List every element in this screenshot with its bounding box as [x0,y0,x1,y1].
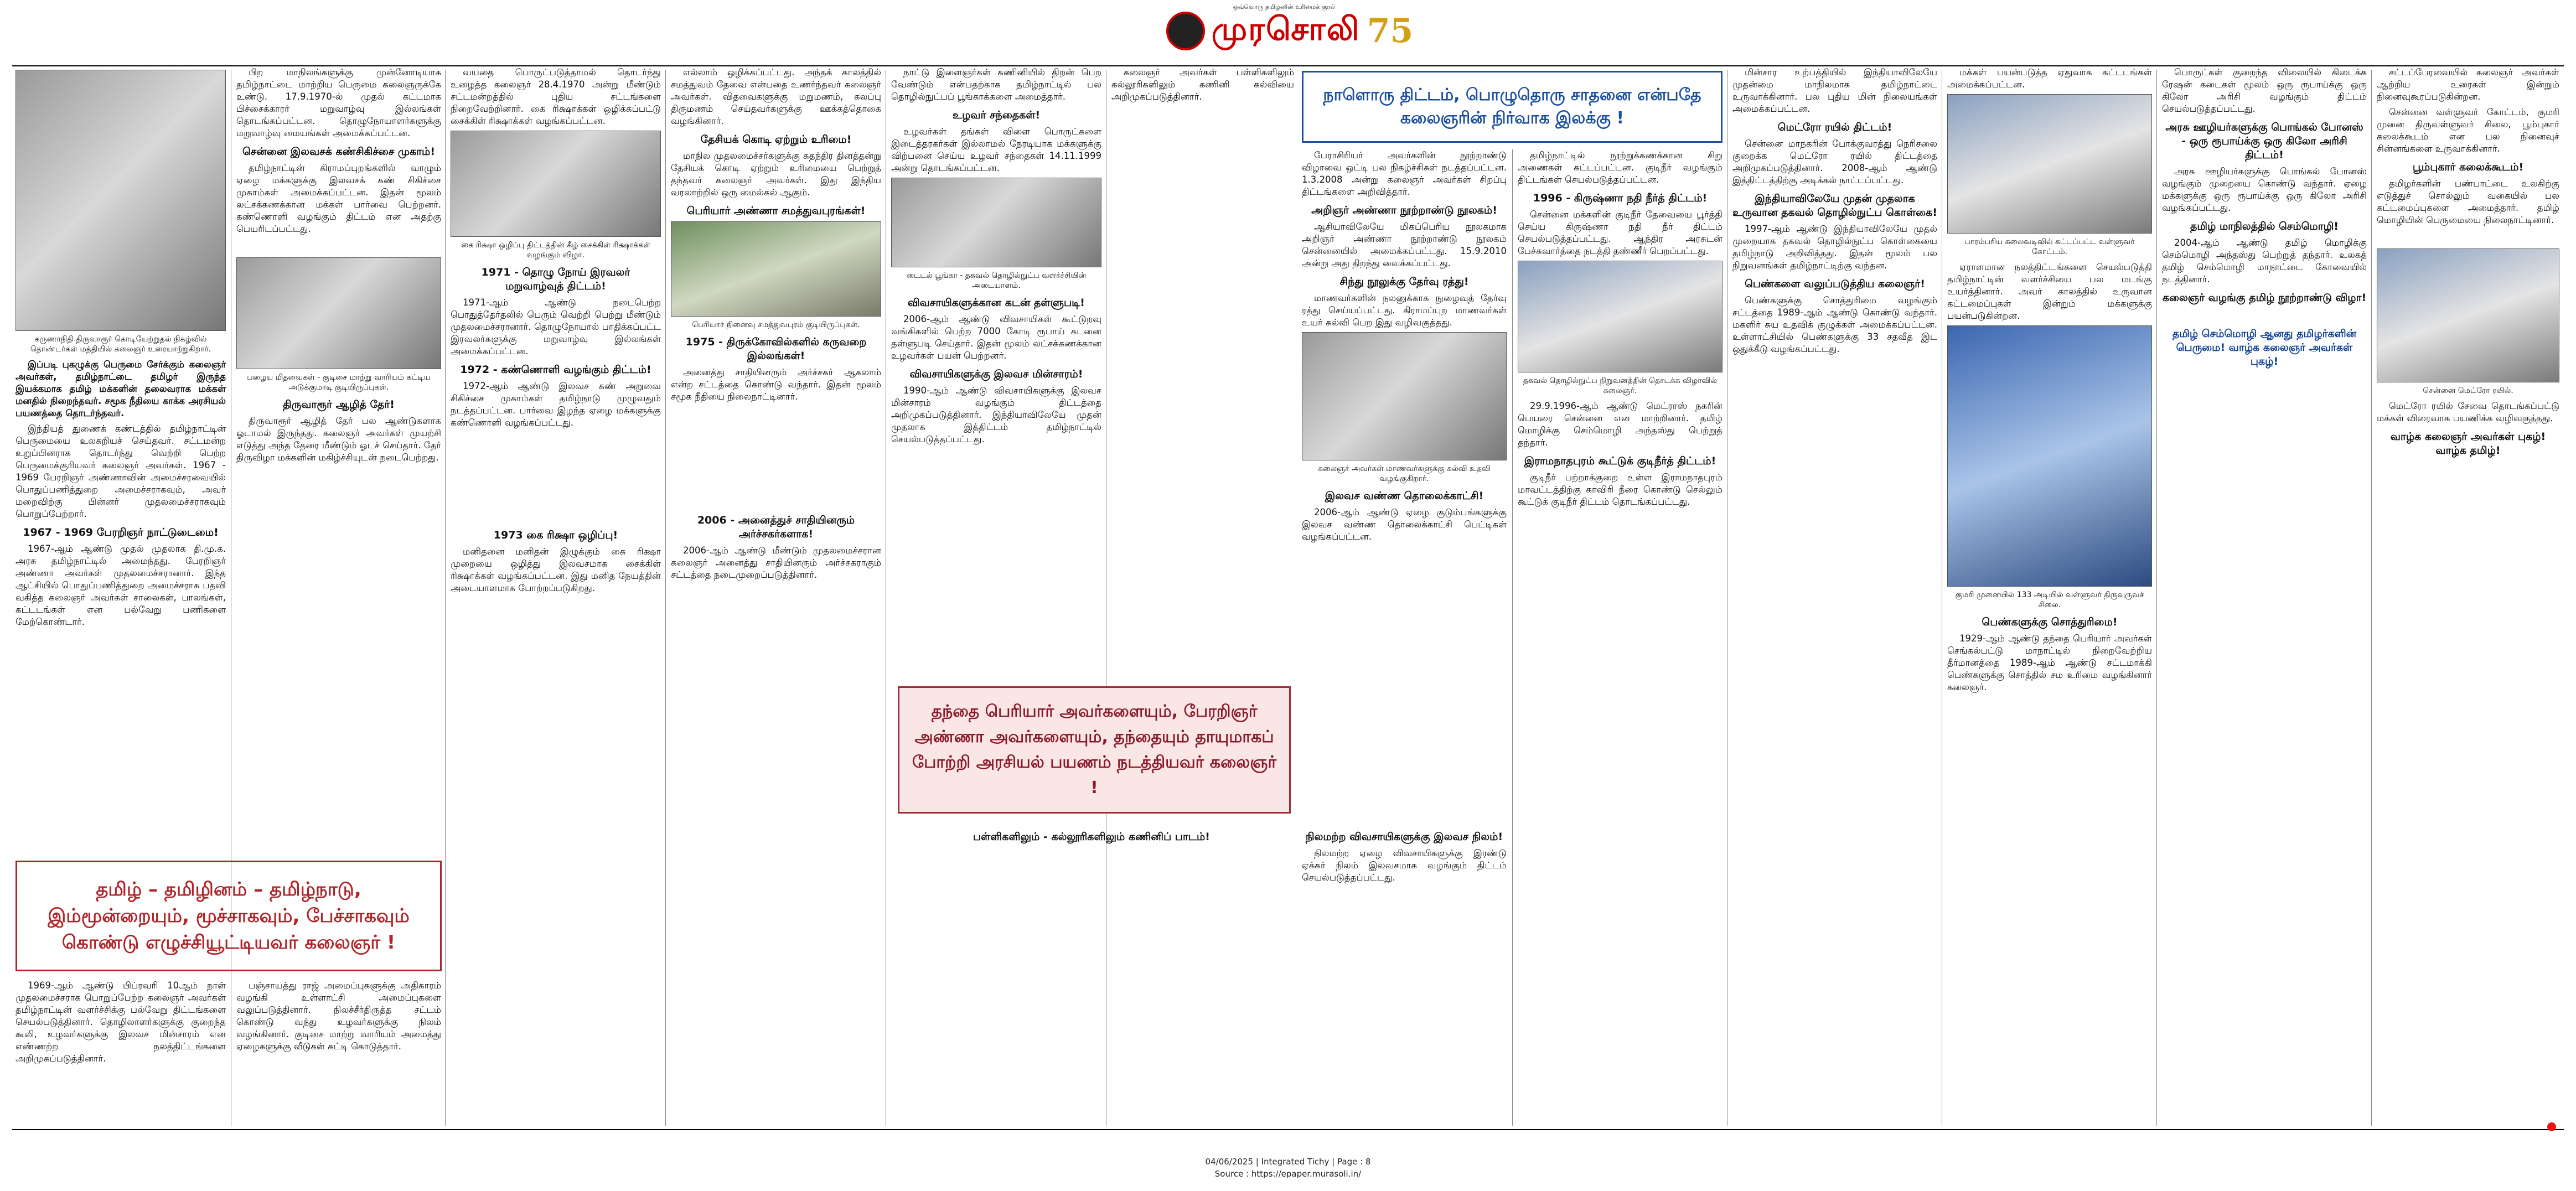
paragraph: 29.9.1996-ஆம் ஆண்டு மெட்ராஸ் நகரின் பெயரை சென்னை என மாற்றினார். தமிழ் மொழிக்கு செம்மொழி அந்தஸ்து பெற்றுத் தந்தார். [1518,401,1722,448]
quote-text: தந்தை பெரியார் அவர்களையும், பேரறிஞர் அண்ணா அவர்களையும், தந்தையும் தாயுமாகப் போற்றி அரசியல் பயணம் நடத்தியவர் கலைஞர் ! [912,702,1277,798]
paragraph: 1997-ஆம் ஆண்டு இந்தியாவிலேயே முதல் முறையாக தகவல் தொழில்நுட்ப கொள்கையை தமிழ்நாடு அறிவித்தது. இதன் மூலம் பல நிறுவனங்கள் தமிழ்நாட்டிற்கு வந்தன. [1732,224,1937,271]
column-3 [451,66,661,1129]
subheading: விவசாயிகளுக்கான கடன் தள்ளுபடி! [908,297,1085,309]
paragraph: 2004-ஆம் ஆண்டு தமிழ் மொழிக்கு செம்மொழி அந்தஸ்து பெற்றுத் தந்தார். உலகத் தமிழ் செம்மொழி மாநாட்டை கோவையில் நடத்தினார். [2162,237,2367,284]
photo-caption: சென்னை மெட்ரோ ரயில். [2423,386,2513,395]
photo-caption: கருணாநிதி திருவாரூர் கொடியேற்றுதல் நிகழ்வில் தொண்டர்கள் மத்தியில் கலைஞர் உரையாற்றுகிறார். [30,335,211,354]
column-rule [665,70,666,1126]
masthead-title: முரசொலி [1211,10,1361,48]
subheading: 1973 கை ரிக்ஷா ஒழிப்பு! [493,529,618,541]
subheading: சிந்து நூலுக்கு தேர்வு ரத்து! [1339,276,1469,288]
paragraph: சட்டப்பேரவையில் கலைஞர் அவர்கள் ஆற்றிய உரைகள் இன்றும் நினைவுகூரப்படுகின்றன. [2377,67,2559,102]
paragraph: 1969-ஆம் ஆண்டு பிப்ரவரி 10ஆம் நாள் முதலமைச்சராக பொறுப்பேற்ற கலைஞர் அவர்கள் தமிழ்நாட்டின் வளர்ச்சிக்கு பல்வேறு திட்டங்களை செயல்படுத்தினார். தொழிலாளர்களுக்கு குறைந்த கூலி, உழவர்களுக்கு இலவச மின்சாரம் என எண்ணற்ற நலத்திட்டங்களை அறிமுகப்படுத்தினார். [15,980,226,1064]
quote-text: தமிழ் – தமிழினம் – தமிழ்நாடு, இம்மூன்றையும், மூச்சாகவும், பேச்சாகவும் கொண்டு எழுச்சியூட்டியவர் கலைஞர் ! [48,878,410,954]
subheading: சென்னை இலவசக் கண்சிகிச்சை முகாம்! [242,146,436,158]
subheading: விவசாயிகளுக்கு இலவச மின்சாரம்! [909,368,1083,380]
subheading: மெட்ரோ ரயில் திட்டம்! [1777,121,1892,133]
paragraph: தமிழ்நாட்டில் நூற்றுக்கணக்கான சிறு அணைகள் கட்டப்பட்டன. குடிநீர் வழங்கும் திட்டங்கள் செயல்படுத்தப்பட்டன. [1518,150,1722,185]
paragraph: தமிழ்நாட்டின் கிராமப்புறங்களில் வாழும் ஏழை மக்களுக்கு இலவசக் கண் சிகிச்சை முகாம்கள் அமைக்கப்பட்டன. இதன் மூலம் லட்சக்கணக்கான மக்கள் பார்வை பெற்றனர். கண்ணொளி வழங்கும் திட்டம் என அதற்கு பெயரிடப்பட்டது. [236,163,441,234]
subheading: 2006 - அனைத்துச் சாதியினரும் அர்ச்சகர்களாக! [697,514,855,540]
subheading: பூம்புகார் கலைக்கூடம்! [2412,161,2524,173]
subheading: அரசு ஊழியர்களுக்கு பொங்கல் போனஸ் - ஒரு ரூபாய்க்கு ஒரு கிலோ அரிசி திட்டம்! [2165,121,2363,161]
closing-quote: தமிழ் செம்மொழி ஆனது தமிழர்களின் பெருமை! வாழ்க கலைஞர் அவர்கள் புகழ்! [2172,328,2357,367]
column-11 [2377,66,2559,1129]
paragraph: மாணவர்களின் நலனுக்காக நுழைவுத் தேர்வு ரத்து செய்யப்பட்டது. கிராமப்புற மாணவர்கள் உயர் கல்வி பெற இது வழிவகுத்தது. [1302,293,1507,328]
lead-paragraph: இப்படி புகழுக்கு பெருமை சேர்க்கும் கலைஞர் அவர்கள், தமிழ்நாட்டை தமிழர் இருந்த இயக்கமாக தமிழ் மக்களின் தலைவராக மக்கள் மனதில் நிறைந்தவர். சமூக நீதியை காக்க அரசியல் பயணத்தை தொடர்ந்தவர். [15,359,226,418]
closing-line: வாழ்க கலைஞர் அவர்கள் புகழ்! வாழ்க தமிழ்! [2390,431,2546,457]
subheading: 1967 - 1969 பேரறிஞர் நாட்டுடைமை! [23,526,219,538]
page-marker-icon [2547,1122,2556,1131]
photo-caption: குமரி முனையில் 133 அடியில் வள்ளுவர் திருவுருவச் சிலை. [1955,591,2144,609]
subheading: இலவச வண்ண தொலைக்காட்சி! [1325,490,1484,502]
subheading: 1975 - திருக்கோவில்களில் கருவறை இல்லங்கள்! [685,336,867,362]
column-rule [445,70,446,1126]
paragraph: பஞ்சாயத்து ராஜ் அமைப்புகளுக்கு அதிகாரம் வழங்கி உள்ளாட்சி அமைப்புகளை வலுப்படுத்தினார். நிலச்சீர்திருத்த சட்டம் கொண்டு வந்து உழவர்களுக்கு நிலம் வழங்கினார். குடிசை மாற்று வாரியம் அமைத்து ஏழைகளுக்கு வீடுகள் கட்டி கொடுத்தார். [236,980,441,1052]
column-rule [2156,70,2157,1126]
paragraph: குடிநீர் பற்றாக்குறை உள்ள இராமநாதபுரம் மாவட்டத்திற்கு காவிரி நீரை கொண்டு செல்லும் கூட்டுக் குடிநீர் திட்டம் தொடங்கப்பட்டது. [1518,472,1722,507]
paragraph: உழவர்கள் தங்கள் விளை பொருட்களை இடைத்தரகர்கள் இல்லாமல் நேரடியாக மக்களுக்கு விற்பனை செய்ய உழவர் சந்தைகள் 14.11.1999 அன்று தொடங்கப்பட்டன. [891,126,1101,173]
photo-flag-hoisting [15,70,226,331]
photo-caption: பழைய மிதவைகள் - குடிசை மாற்று வாரியம் கட்டிய அடுக்குமாடி குடியிருப்புகள். [247,373,431,392]
paragraph: திருவாரூர் ஆழித் தேர் பல ஆண்டுகளாக ஓடாமல் இருந்தது. கலைஞர் அவர்கள் முயற்சி எடுத்து அந்த தேரை மீண்டும் ஓடச் செய்தார். தேர் திருவிழா மக்களின் மகிழ்ச்சியுடன் நடைபெற்றது. [236,416,441,463]
subheading: இந்தியாவிலேயே முதன் முதலாக உருவான தகவல் தொழில்நுட்ப கொள்கை! [1732,193,1937,219]
paragraph: மக்கள் பயன்படுத்த ஏதுவாக கட்டடங்கள் அமைக்கப்பட்டன. [1947,67,2152,90]
anniversary-badge: 75 [1367,12,1414,50]
paragraph: இந்தியத் துணைக் கண்டத்தில் தமிழ்நாட்டின் பெருமையை உலகறியச் செய்தவர். சட்டமன்ற உறுப்பினராக தொடர்ந்து வெற்றி பெற்ற பெருமைக்குரியவர் கலைஞர் அவர்கள். 1967 - 1969 பேரறிஞர் அண்ணாவின் அமைச்சரவையில் பொதுப்பணித்துறை அமைச்சராகவும், அவர் மறைவிற்கு பின்னர் முதலமைச்சராகவும் பொறுப்பேற்றார். [15,423,226,519]
footer-edition: 04/06/2025 | Integrated Tichy | Page : 8 [1205,1157,1371,1167]
subheading: 1971 - தொழு நோய் இரவலர் மறுவாழ்வுத் திட்டம்! [481,266,630,292]
photo-sipcot [1518,261,1722,372]
paragraph: எல்லாம் ஒழிக்கப்பட்டது. அந்தக் காலத்தில் சமத்துவம் தேவை என்பதை உணர்ந்தவர் கலைஞர் அவர்கள். விதவைகளுக்கு மறுமணம், கலப்பு திருமணம் செய்தவர்களுக்கு ஊக்கத்தொகை வழங்கினார். [671,67,881,126]
subheading: நிலமற்ற விவசாயிகளுக்கு இலவச நிலம்! [1305,831,1503,843]
column-6-bottom [1302,825,1507,1129]
subheading: அறிஞர் அண்ணா நூற்றாண்டு நூலகம்! [1311,204,1497,216]
paragraph: சென்னை மக்களின் குடிநீர் தேவையை பூர்த்தி செய்ய கிருஷ்ணா நதி நீர் திட்டம் செயல்படுத்தப்பட்டது. ஆந்திர அரசுடன் பேச்சுவார்த்தை நடத்தி தண்ணீர் பெறப்பட்டது. [1518,209,1722,256]
paragraph: 2006-ஆம் ஆண்டு ஏழை குடும்பங்களுக்கு இலவச வண்ண தொலைக்காட்சி பெட்டிகள் வழங்கப்பட்டன. [1302,507,1507,542]
column-2-bottom [236,980,441,1129]
column-7 [1518,149,1722,1129]
photo-caption: தகவல் தொழில்நுட்ப நிறுவனத்தின் தொடக்க விழாவில் கலைஞர். [1523,376,1718,395]
photo-metro-train [2377,248,2559,382]
column-8 [1732,66,1937,1129]
photo-thiruvalluvar-statue [1947,325,2152,587]
column-rule [2371,70,2372,1126]
photo-samathuvapuram [671,221,881,317]
newspaper-page [12,65,2564,1130]
subheading: உழவர் சந்தைகள்! [952,109,1041,121]
photo-students [1302,332,1507,460]
paragraph: அனைத்து சாதியினரும் அர்ச்சகர் ஆகலாம் என்ற சட்டத்தை கொண்டு வந்தார். இதன் மூலம் சமூக நீதியை நிலைநாட்டினார். [671,367,881,402]
paragraph: பொருட்கள் குறைந்த விலையில் கிடைக்க ரேஷன் கடைகள் மூலம் ஒரு ரூபாய்க்கு ஒரு கிலோ அரிசி வழங்கும் திட்டம் செயல்படுத்தப்பட்டது. [2162,67,2367,114]
photo-rickshaw [451,131,661,237]
subheading: பெரியார் அண்ணா சமத்துவபுரங்கள்! [686,205,866,217]
photo-caption: கலைஞர் அவர்கள் மாணவர்களுக்கு கல்வி உதவி வழங்குகிறார். [1318,464,1491,483]
quote-box-admin [1302,71,1722,143]
photo-tidel-park [891,178,1101,267]
column-rule [1512,149,1513,1126]
paragraph: மெட்ரோ ரயில் சேவை தொடங்கப்பட்டு மக்கள் விரைவாக பயணிக்க வழிவகுத்தது. [2377,401,2559,423]
paragraph: 1971-ஆம் ஆண்டு நடைபெற்ற பொதுத்தேர்தலில் பெரும் வெற்றி பெற்று மீண்டும் முதலமைச்சரானார். தொழுநோயால் பாதிக்கப்பட்ட இரவலர்களுக்கு மறுவாழ்வு இல்லங்கள் அமைக்கப்பட்டன. [451,297,661,356]
subheading: திருவாரூர் ஆழித் தேர்! [283,398,395,411]
column-1-bottom [15,980,226,1129]
photo-caption: கை ரிக்ஷா ஒழிப்பு திட்டத்தின் கீழ் சைக்கிள் ரிக்ஷாக்கள் வழங்கும் விழா. [461,241,650,260]
paragraph: அரசு ஊழியர்களுக்கு பொங்கல் போனஸ் வழங்கும் முறையை கொண்டு வந்தார். ஏழை மக்களுக்கு ஒரு ரூபாய்க்கு ஒரு கிலோ அரிசி வழங்கப்பட்டது. [2162,166,2367,213]
quote-text: நாளொரு திட்டம், பொழுதொரு சாதனை என்பதே கலைஞரின் நிர்வாக இலக்கு ! [1323,85,1701,128]
paragraph: சென்னை மாநகரின் போக்குவரத்து நெரிசலை குறைக்க மெட்ரோ ரயில் திட்டத்தை அறிமுகப்படுத்தினார். 2008-ஆம் ஆண்டு இத்திட்டத்திற்கு அடிக்கல் நாட்டப்பட்டது. [1732,138,1937,185]
subheading: பெண்களுக்கு சொத்துரிமை! [1982,616,2118,628]
column-6 [1302,149,1507,731]
column-5-bottom [892,825,1291,1129]
column-4 [671,66,881,1129]
photo-caption: பாரம்பரிய கலைவடிவில் கட்டப்பட்ட வள்ளுவர் கோட்டம். [1964,237,2135,256]
paragraph: பிற மாநிலங்களுக்கு முன்னோடியாக தமிழ்நாட்டை மாற்றிய பெருமை கலைஞருக்கே உண்டு. 17.9.1970-ல் முதல் கட்டமாக பிச்சைக்காரர் மறுவாழ்வு இல்லங்கள் தொடங்கப்பட்டன. தொழுநோயாளர்களுக்கு மறுவாழ்வு மையங்கள் அமைக்கப்பட்டன. [236,67,441,138]
quote-box-periyar [898,686,1291,814]
masthead-logo [1162,9,1417,53]
subheading: தமிழ் மாநிலத்தில் செம்மொழி! [2190,220,2339,232]
paragraph: பெண்களுக்கு சொத்துரிமை வழங்கும் சட்டத்தை 1989-ஆம் ஆண்டு கொண்டு வந்தார். மகளிர் சுய உதவிக் குழுக்கள் அமைக்கப்பட்டன. உள்ளாட்சியில் பெண்களுக்கு 33 சதவீத இட ஒதுக்கீடு வழங்கப்பட்டது. [1732,295,1937,354]
paragraph: சென்னை வள்ளுவர் கோட்டம், குமரி முனை திருவள்ளுவர் சிலை, பூம்புகார் கலைக்கூடம் என பல நினைவுச் சின்னங்களை உருவாக்கினார். [2377,107,2559,154]
emblem-icon [1166,12,1205,50]
subheading: இராமநாதபுரம் கூட்டுக் குடிநீர்த் திட்டம்! [1524,455,1716,467]
quote-box-tamil [15,861,442,971]
photo-housing [236,257,441,369]
column-9 [1947,66,2152,1129]
paragraph: தமிழர்களின் பண்பாட்டை உலகிற்கு எடுத்துச் சொல்லும் வகையில் பல கட்டமைப்புகளை அமைத்தார். தமிழ் மொழியின் பெருமையை நிலைநாட்டினார். [2377,178,2559,225]
paragraph: 2006-ஆம் ஆண்டு மீண்டும் முதலமைச்சரான கலைஞர் அனைத்து சாதியினரும் அர்ச்சகராகும் சட்டத்தை நடைமுறைப்படுத்தினார். [671,545,881,580]
subheading: 1996 - கிருஷ்ணா நதி நீர்த் திட்டம்! [1533,192,1708,204]
paragraph: பேராசிரியர் அவர்களின் நூற்றாண்டு விழாவை ஒட்டி பல நிகழ்ச்சிகள் நடத்தப்பட்டன. 1.3.2008 அன்று கலைஞர் அவர்கள் சிறப்பு திட்டங்களை அறிவித்தார். [1302,150,1507,197]
paragraph: நாட்டு இளைஞர்கள் கணினியில் திறன் பெற வேண்டும் என்பதற்காக தமிழ்நாட்டில் பல தொழில்நுட்பப் பூங்காக்களை அமைத்தார். [891,67,1101,102]
paragraph: மாநில முதலமைச்சர்களுக்கு சுதந்திர தினத்தன்று தேசியக் கொடி ஏற்றும் உரிமையை பெற்றுத் தந்தவர் கலைஞர் அவர்கள். இது இந்திய வரலாற்றில் ஒரு மைல்கல் ஆகும். [671,151,881,198]
paragraph: 1967-ஆம் ஆண்டு முதல் முதலாக தி.மு.க. அரசு தமிழ்நாட்டில் அமைந்தது. பேரறிஞர் அண்ணா அவர்கள் முதலமைச்சரானார். இந்த ஆட்சியில் பொதுப்பணித்துறை அமைச்சராக பதவி வகித்த கலைஞர் அவர்கள் சாலைகள், பாலங்கள், கட்டடங்கள் என பல்வேறு பணிகளை மேற்கொண்டார். [15,543,226,627]
paragraph: 2006-ஆம் ஆண்டு விவசாயிகள் கூட்டுறவு வங்கிகளில் பெற்ற 7000 கோடி ரூபாய் கடனை தள்ளுபடி செய்தார். இதன் மூலம் லட்சக்கணக்கான உழவர்கள் பயன் பெற்றனர். [891,314,1101,361]
footer-source[interactable]: Source : https://epaper.murasoli.in/ [1214,1169,1362,1179]
subheading: பள்ளிகளிலும் - கல்லூரிகளிலும் கணினிப் பாடம்! [973,831,1210,843]
paragraph: 1972-ஆம் ஆண்டு இலவச கண் அறுவை சிகிச்சை முகாம்கள் தமிழ்நாடு முழுவதும் நடத்தப்பட்டன. பார்வை இழந்த ஏழை மக்களுக்கு கண்ணொளி வழங்கப்பட்டது. [451,381,661,428]
photo-caption: டைடல் பூங்கா - தகவல் தொழில்நுட்ப வளர்ச்சியின் அடையாளம். [906,271,1087,290]
masthead [0,0,2576,55]
subheading: தேசியக் கொடி ஏற்றும் உரிமை! [700,133,852,146]
paragraph: 1929-ஆம் ஆண்டு தந்தை பெரியார் அவர்கள் செங்கல்பட்டு மாநாட்டில் நிறைவேற்றிய தீர்மானத்தை 1989-ஆம் ஆண்டு சட்டமாக்கி பெண்களுக்கு சொத்தில் சம உரிமை வழங்கினார் கலைஞர். [1947,633,2152,692]
paragraph: நிலமற்ற ஏழை விவசாயிகளுக்கு இரண்டு ஏக்கர் நிலம் இலவசமாக வழங்கும் திட்டம் செயல்படுத்தப்பட்டது. [1302,848,1507,883]
subheading: கலைஞர் வழங்கு தமிழ் நூற்றாண்டு விழா! [2162,292,2367,304]
paragraph: ஆசியாவிலேயே மிகப்பெரிய நூலகமாக அறிஞர் அண்ணா நூற்றாண்டு நூலகம் சென்னையில் அமைக்கப்பட்டது. 15.9.2010 அன்று அது திறந்து வைக்கப்பட்டது. [1302,221,1507,268]
paragraph: 1990-ஆம் ஆண்டு விவசாயிகளுக்கு இலவச மின்சாரம் வழங்கும் திட்டத்தை அறிமுகப்படுத்தினார். இந்தியாவிலேயே முதன் முதலாக இத்திட்டம் தமிழ்நாட்டில் செயல்படுத்தப்பட்டது. [891,385,1101,444]
paragraph: மனிதனை மனிதன் இழுக்கும் கை ரிக்ஷா முறையை ஒழித்து இலவசமாக சைக்கிள் ரிக்ஷாக்கள் வழங்கப்பட்டன. இது மனித நேயத்தின் அடையாளமாக போற்றப்படுகிறது. [451,546,661,593]
paragraph: மின்சார உற்பத்தியில் இந்தியாவிலேயே முதன்மை மாநிலமாக தமிழ்நாட்டை உருவாக்கினார். பல புதிய மின் நிலையங்கள் அமைக்கப்பட்டன. [1732,67,1937,114]
masthead-tagline: ஒவ்வொரு தமிழனின் உரிமைக் குரல் [1233,3,1336,11]
subheading: 1972 - கண்ணொளி வழங்கும் திட்டம்! [460,364,651,376]
paragraph: கலைஞர் அவர்கள் பள்ளிகளிலும் கல்லூரிகளிலும் கணினி கல்வியை அறிமுகப்படுத்தினார். [1111,67,1294,102]
photo-building [1947,94,2152,234]
column-10 [2162,66,2367,1129]
page-footer [0,1156,2576,1180]
paragraph: ஏராளமான நலத்திட்டங்களை செயல்படுத்தி தமிழ்நாட்டின் வளர்ச்சியை பல மடங்கு உயர்த்தினார். அவர் காலத்தில் உருவான கட்டமைப்புகள் இன்றும் மக்களுக்கு பயன்படுகின்றன. [1947,262,2152,321]
subheading: பெண்களை வலுப்படுத்திய கலைஞர்! [1745,278,1925,290]
photo-caption: பெரியார் நினைவு சமத்துவபுரம் குடியிருப்புகள். [692,320,860,329]
paragraph: வயதை பொருட்படுத்தாமல் தொடர்ந்து உழைத்த கலைஞர் 28.4.1970 அன்று மீண்டும் சட்டமன்றத்தில் புதிய சட்டங்களை நிறைவேற்றினார். கை ரிக்ஷாக்கள் ஒழிக்கப்பட்டு சைக்கிள் ரிக்ஷாக்கள் வழங்கப்பட்டன. [451,67,661,126]
